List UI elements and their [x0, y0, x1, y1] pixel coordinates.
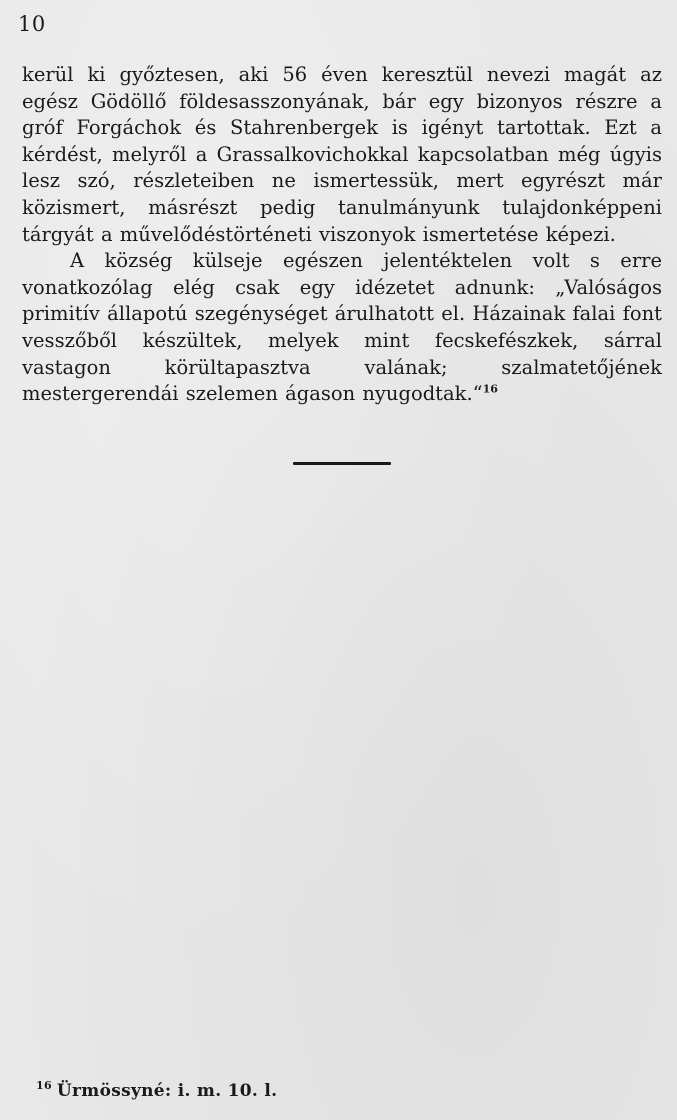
footnote-marker: 16	[36, 1079, 52, 1093]
body-text	[22, 62, 662, 408]
section-divider	[293, 462, 391, 465]
footnote	[36, 1081, 277, 1101]
paragraph-2	[22, 248, 662, 408]
footnote-text: Ürmössyné: i. m. 10. l.	[56, 1081, 278, 1101]
footnote-reference: 16	[482, 382, 498, 396]
page-number: 10	[18, 12, 46, 36]
paragraph-2-text: A község külseje egészen jelentéktelen volt s erre vonatkozólag elég csak egy idézetet adnunk: „Valóságos primitív állapotú szegénységet árulhatott el. Házainak falai font vesszőből készültek, melyek mint fecskefészkek, sárral vastagon körültapasztva valának; szalmatetőjének mestergerendái szelemen ágason nyugodtak.“	[22, 249, 662, 406]
paragraph-1: kerül ki győztesen, aki 56 éven keresztül nevezi magát az egész Gödöllő földesasszonyának, bár egy bizonyos részre a gróf Forgáchok és Stahrenbergek is igényt tartottak. Ezt a kérdést, melyről a Grassalkovichokkal kapcsolatban még úgyis lesz szó, részleteiben ne ismertessük, mert egyrészt már közismert, másrészt pedig tanulmányunk tulajdonképpeni tárgyát a művelődéstörténeti viszonyok ismertetése képezi.	[22, 63, 662, 246]
